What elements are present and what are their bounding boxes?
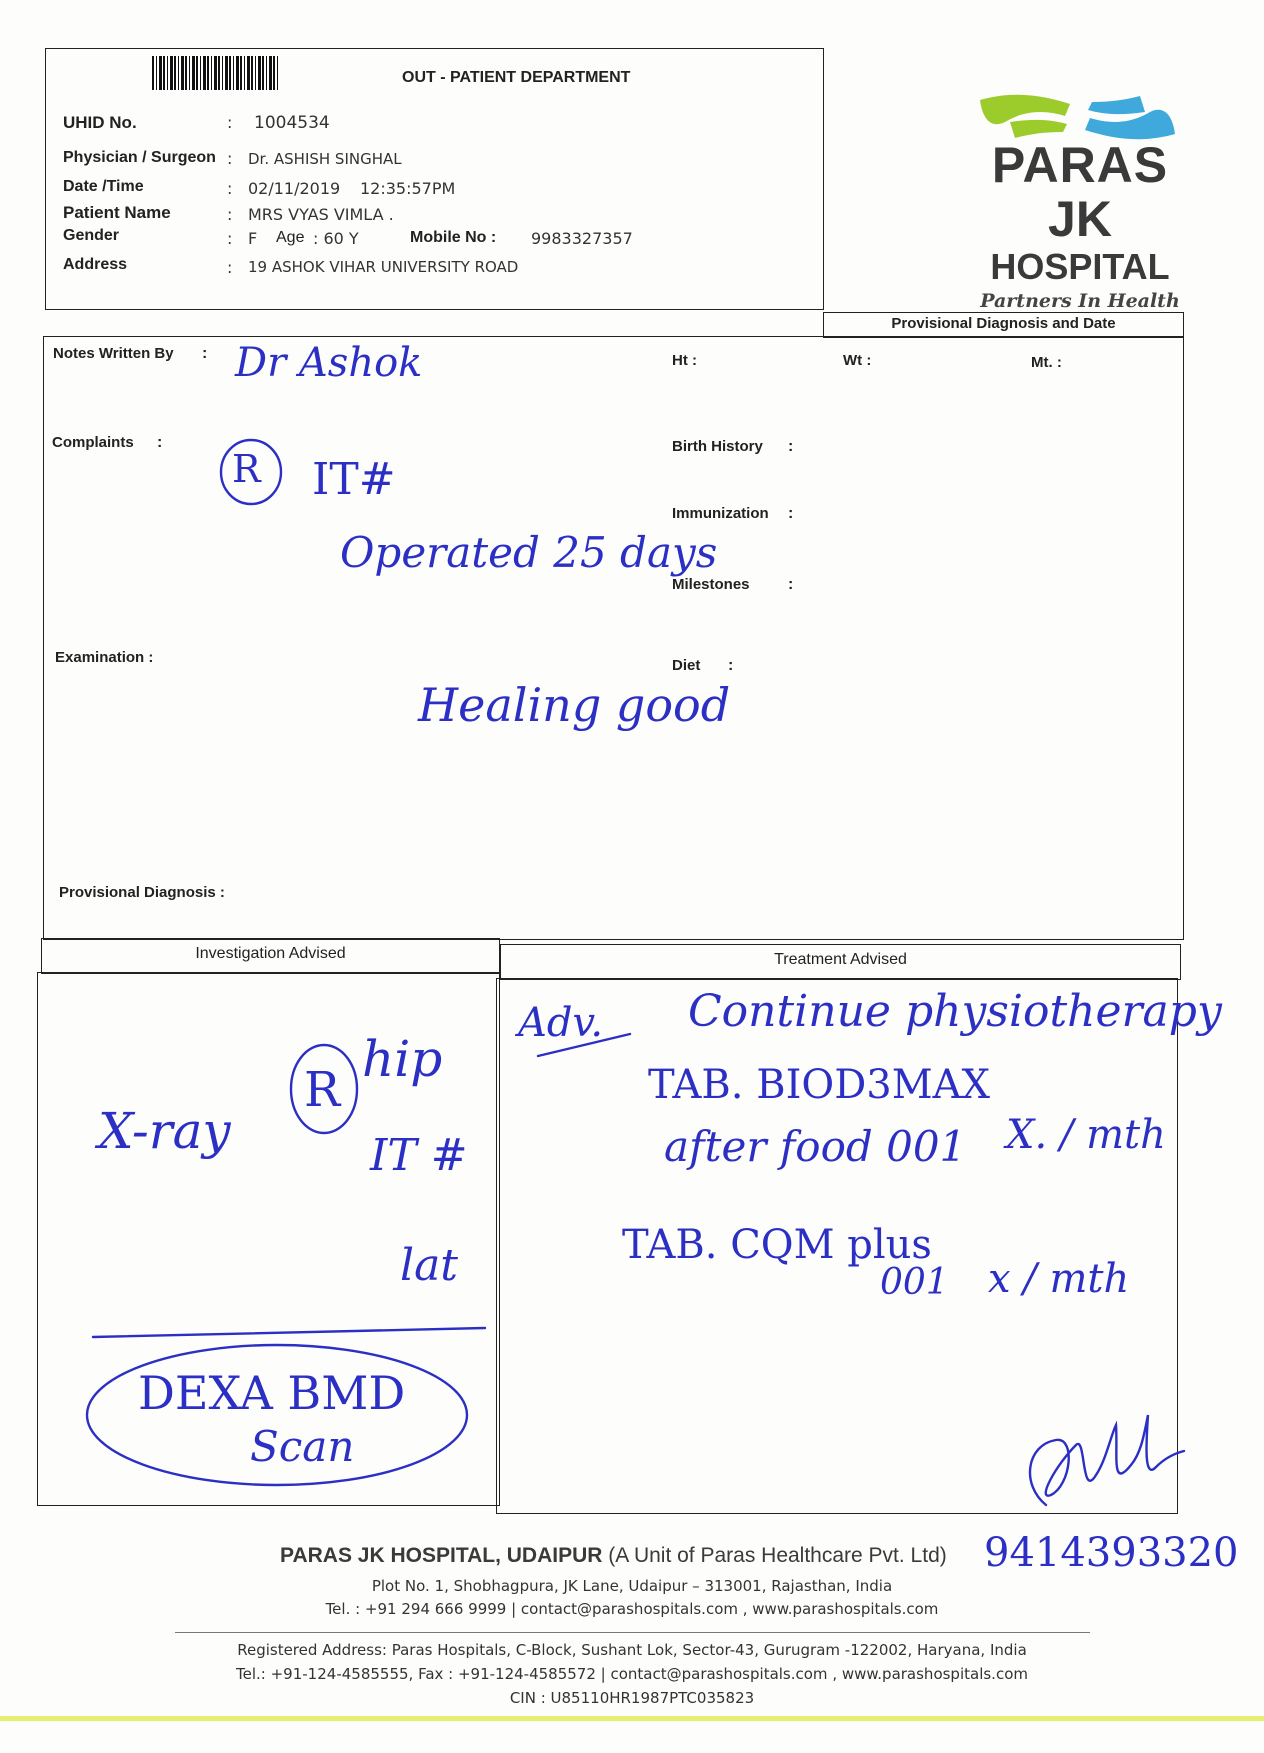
age-label: Age xyxy=(276,229,305,246)
footer-address: Plot No. 1, Shobhagpura, JK Lane, Udaipur – 313001, Rajasthan, India xyxy=(371,1577,893,1595)
patient-name-colon: : xyxy=(227,205,233,224)
department-title: OUT - PATIENT DEPARTMENT xyxy=(402,69,631,86)
mobile-value: 9983327357 xyxy=(531,229,633,248)
treatment-advised-label: Treatment Advised xyxy=(774,951,907,968)
adv-underline xyxy=(535,1030,635,1060)
complaints-colon: : xyxy=(157,434,163,451)
handwritten-treatment-line1: Continue physiotherapy xyxy=(688,986,1222,1037)
logo-line-paras: PARAS xyxy=(991,137,1169,193)
handwritten-treatment-line7: x / mth xyxy=(988,1256,1130,1302)
birth-history-label: Birth History xyxy=(672,438,763,455)
footer-registered-contact: Tel.: +91-124-4585555, Fax : +91-124-4585572 | contact@parashospitals.com , www.parashospitals.com xyxy=(236,1665,1028,1683)
diet-label: Diet xyxy=(672,657,701,674)
diet-colon: : xyxy=(728,657,734,674)
investigation-advised-label: Investigation Advised xyxy=(195,945,346,962)
physician-colon: : xyxy=(227,149,233,168)
time-value: 12:35:57PM xyxy=(360,179,456,198)
footer-contact: Tel. : +91 294 666 9999 | contact@parashospitals.com , www.parashospitals.com xyxy=(325,1600,939,1618)
milestones-colon: : xyxy=(788,576,794,593)
handwritten-notes-by: Dr Ashok xyxy=(235,340,423,386)
uhid-label: UHID No. xyxy=(63,113,137,132)
date-value: 02/11/2019 xyxy=(248,179,341,198)
footer-hospital-line xyxy=(280,1544,947,1568)
handwritten-investigation-it: IT # xyxy=(370,1130,468,1181)
ht-label: Ht : xyxy=(672,352,697,369)
handwritten-examination: Healing good xyxy=(418,678,731,732)
handwritten-investigation-circle: R xyxy=(304,1062,341,1118)
logo-tagline: Partners In Health xyxy=(980,290,1180,312)
handwritten-treatment-line4: X. / mth xyxy=(1006,1112,1166,1158)
handwritten-treatment-line3: after food 001 xyxy=(664,1122,967,1171)
uhid-value: 1004534 xyxy=(254,113,330,133)
handwritten-investigation-xray: X-ray xyxy=(98,1102,231,1160)
footer-hospital-name: PARAS JK HOSPITAL, UDAIPUR xyxy=(280,1544,603,1567)
address-label: Address xyxy=(63,256,128,273)
handwritten-phone: 9414393320 xyxy=(984,1530,1239,1576)
handwritten-investigation-scan: Scan xyxy=(250,1422,355,1471)
uhid-colon: : xyxy=(227,113,233,132)
footer-unit-of: (A Unit of Paras Healthcare Pvt. Ltd) xyxy=(608,1544,947,1567)
provisional-diagnosis-date-label: Provisional Diagnosis and Date xyxy=(891,315,1116,332)
birth-history-colon: : xyxy=(788,438,794,455)
doctor-signature xyxy=(1016,1405,1186,1517)
handwritten-adv: Adv. xyxy=(518,1000,604,1046)
complaints-label: Complaints xyxy=(52,434,134,451)
mobile-label: Mobile No : xyxy=(410,229,497,246)
patient-name-value: MRS VYAS VIMLA . xyxy=(248,205,394,224)
immunization-label: Immunization xyxy=(672,505,769,522)
datetime-label: Date /Time xyxy=(63,178,144,195)
handwritten-treatment-line2: TAB. BIOD3MAX xyxy=(648,1062,991,1108)
gender-value: F xyxy=(248,229,258,248)
examination-label: Examination : xyxy=(55,649,154,666)
handwritten-investigation-lat: lat xyxy=(400,1240,458,1291)
handwritten-investigation-hip: hip xyxy=(362,1030,443,1088)
physician-label: Physician / Surgeon xyxy=(63,149,216,166)
handwritten-investigation-dexa: DEXA BMD xyxy=(138,1366,406,1420)
notes-written-by-label: Notes Written By xyxy=(53,345,174,362)
provisional-diagnosis-label: Provisional Diagnosis : xyxy=(59,884,225,901)
gender-label: Gender xyxy=(63,227,120,244)
footer-divider xyxy=(175,1632,1090,1633)
patient-name-label: Patient Name xyxy=(63,203,171,222)
handwritten-complaint-line1: IT# xyxy=(312,454,396,505)
logo-line-jk: JK xyxy=(1048,191,1112,247)
mt-label: Mt. : xyxy=(1031,354,1062,371)
datetime-colon: : xyxy=(227,179,233,198)
footer-registered-address: Registered Address: Paras Hospitals, C-Block, Sushant Lok, Sector-43, Gurugram -122002, Haryana, India xyxy=(237,1641,1027,1659)
notes-written-by-colon: : xyxy=(202,345,208,362)
handwritten-complaint-circle: R xyxy=(232,447,261,491)
barcode xyxy=(152,56,280,90)
clinical-notes-box xyxy=(43,336,1184,940)
wt-label: Wt : xyxy=(843,352,872,369)
age-value: : 60 Y xyxy=(313,229,359,248)
footer-bottom-rule xyxy=(0,1716,1264,1721)
handwritten-treatment-line5: TAB. CQM plus xyxy=(622,1222,932,1268)
handwritten-treatment-line6: 001 xyxy=(880,1262,949,1303)
logo-line-hospital: HOSPITAL xyxy=(990,246,1170,287)
address-value: 19 ASHOK VIHAR UNIVERSITY ROAD xyxy=(248,258,519,276)
physician-value: Dr. ASHISH SINGHAL xyxy=(248,150,402,168)
footer-cin: CIN : U85110HR1987PTC035823 xyxy=(509,1689,755,1707)
address-colon: : xyxy=(227,258,233,277)
handwritten-complaint-line2: Operated 25 days xyxy=(340,528,718,577)
milestones-label: Milestones xyxy=(672,576,750,593)
immunization-colon: : xyxy=(788,505,794,522)
gender-colon: : xyxy=(227,229,233,248)
